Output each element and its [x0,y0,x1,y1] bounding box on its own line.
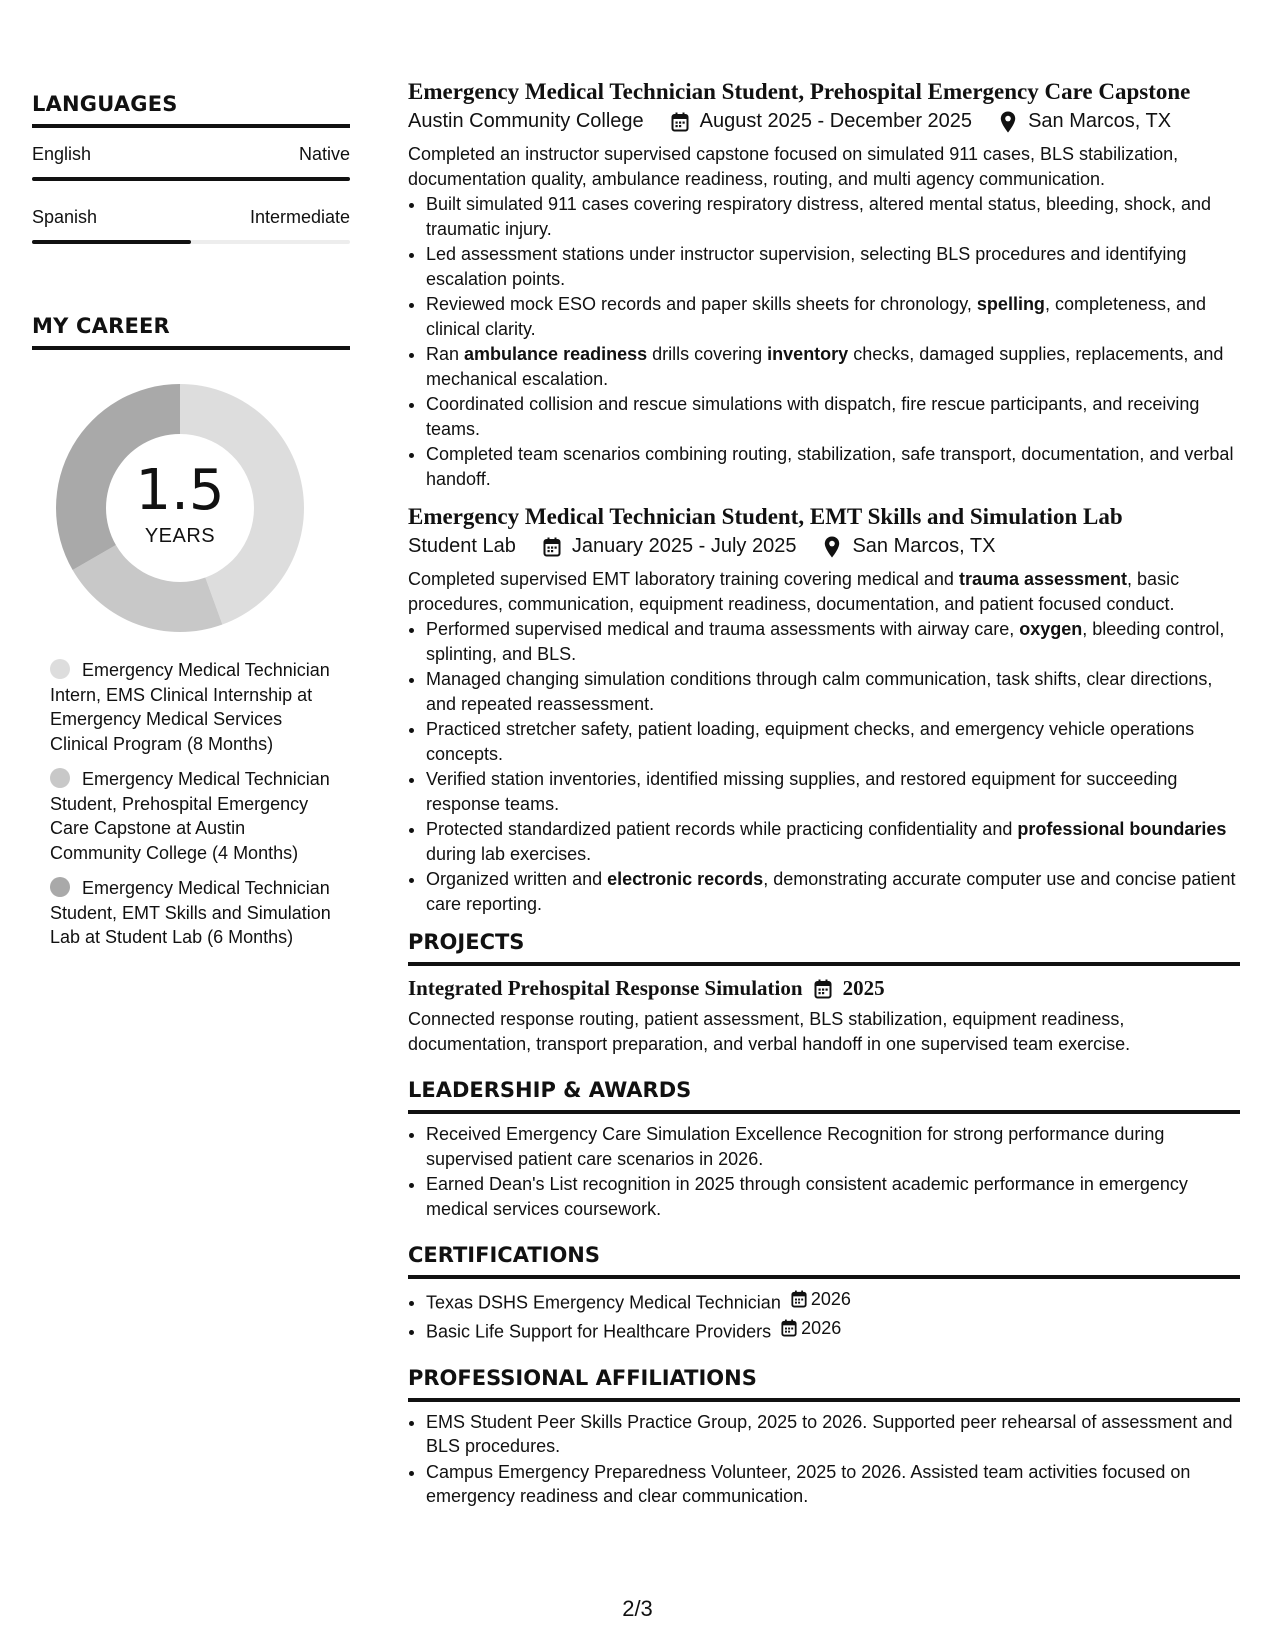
affiliations-list [408,1410,1240,1509]
language-name: English [32,144,92,164]
certification-name: Basic Life Support for Healthcare Providers [426,1321,772,1341]
list-item: • Organized written and electronic records, demonstrating accurate computer use and concise patient care reporting. [426,867,1240,916]
language-name: Spanish [32,207,98,227]
leadership-list [408,1122,1240,1221]
list-item: • Campus Emergency Preparedness Volunteer, 2025 to 2026. Assisted team activities focused on emergency readiness and clear communication. [426,1460,1240,1509]
calendar-icon [670,111,690,133]
legend-label: Emergency Medical Technician Student, EMT Skills and Simulation Lab at Student Lab (6 Months) [50,878,331,947]
job-location: San Marcos, TX [1028,110,1172,132]
job-meta [408,110,1240,133]
location-pin-icon [822,536,842,558]
list-item: • Coordinated collision and rescue simulations with dispatch, fire rescue participants, and receiving teams. [426,392,1240,441]
certification-name: Texas DSHS Emergency Medical Technician [426,1292,781,1313]
list-item: • Ran ambulance readiness drills covering inventory checks, damaged supplies, replacements, and mechanical escalation. [426,342,1240,391]
legend-swatch [50,877,70,897]
certifications-list [408,1287,1240,1344]
list-item [426,1316,1240,1344]
language-proficiency-fill [32,177,350,181]
language-proficiency-bar [32,177,350,181]
legend-swatch [50,659,70,679]
language-proficiency-bar [32,240,350,244]
experience-entry [408,78,1240,491]
job-summary: Completed supervised EMT laboratory training covering medical and trauma assessment, basic procedures, communication, equipment readiness, documentation, and patient focused conduct. [408,569,1180,614]
calendar-icon [781,1319,797,1337]
calendar-icon [542,536,562,558]
page-number: 2/3 [622,1596,653,1621]
project-description: Connected response routing, patient assessment, BLS stabilization, equipment readiness, documentation, transport preparation, and verbal handoff in one supervised team exercise. [408,1009,1131,1054]
list-item: • Earned Dean's List recognition in 2025 through consistent academic performance in emergency medical services coursework. [426,1172,1240,1221]
job-location: San Marcos, TX [852,535,996,557]
list-item: • Performed supervised medical and trauma assessments with airway care, oxygen, bleeding control, splinting, and BLS. [426,617,1240,666]
legend-item [50,658,340,756]
list-item: • Protected standardized patient records while practicing confidentiality and professional boundaries during lab exercises. [426,817,1240,866]
language-level: Intermediate [249,207,350,227]
list-item: • Reviewed mock ESO records and paper skills sheets for chronology, spelling, completeness, and clinical clarity. [426,292,1240,341]
language-proficiency-fill [32,240,191,244]
career-legend [50,658,340,950]
list-item: • EMS Student Peer Skills Practice Group, 2025 to 2026. Supported peer rehearsal of assessment and BLS procedures. [426,1410,1240,1459]
calendar-icon [791,1290,807,1308]
location-pin-icon [998,111,1018,133]
job-title: Emergency Medical Technician Student, EMT Skills and Simulation Lab [408,504,1123,529]
legend-swatch [50,768,70,788]
language-level: Native [298,144,350,164]
legend-item [50,767,340,865]
calendar-icon [813,978,833,1000]
career-donut-chart [56,384,304,632]
list-item: • Received Emergency Care Simulation Excellence Recognition for strong performance during supervised patient care scenarios in 2026. [426,1122,1240,1171]
job-bullets [408,617,1240,916]
list-item [426,1287,1240,1315]
language-item [32,207,350,244]
right-column [408,78,1240,1510]
language-item [32,144,350,181]
list-item: • Practiced stretcher safety, patient loading, equipment checks, and emergency vehicle operations concepts. [426,717,1240,766]
projects-heading: PROJECTS [408,930,1240,966]
job-title: Emergency Medical Technician Student, Prehospital Emergency Care Capstone [408,79,1191,104]
job-summary: Completed an instructor supervised capstone focused on simulated 911 cases, BLS stabilization, documentation quality, ambulance readiness, routing, and multi agency communication. [408,144,1179,189]
project-name: Integrated Prehospital Response Simulation [408,976,803,1000]
certifications-heading: CERTIFICATIONS [408,1243,1240,1279]
job-dates: January 2025 - July 2025 [571,535,797,557]
job-bullets [408,192,1240,491]
list-item: • Led assessment stations under instructor supervision, selecting BLS procedures and identifying escalation points. [426,242,1240,291]
career-heading: MY CAREER [32,314,350,350]
list-item: • Completed team scenarios combining routing, stabilization, safe transport, documentation, and verbal handoff. [426,442,1240,491]
legend-label: Emergency Medical Technician Intern, EMS Clinical Internship at Emergency Medical Services Clinical Program (8 Months) [50,660,330,754]
career-total-value: 1.5 [135,457,225,523]
project-year: 2025 [842,976,885,1000]
project-entry [408,976,1240,1056]
job-organization: Student Lab [408,535,516,557]
job-meta [408,535,1240,558]
experience-entry [408,503,1240,916]
career-total-unit: YEARS [144,524,216,547]
job-dates: August 2025 - December 2025 [699,110,973,132]
left-column [32,92,350,961]
certification-year: 2026 [810,1289,851,1309]
affiliations-heading: PROFESSIONAL AFFILIATIONS [408,1366,1240,1402]
languages-heading: LANGUAGES [32,92,350,128]
list-item: • Managed changing simulation conditions through calm communication, task shifts, clear directions, and repeated reassessment. [426,667,1240,716]
job-organization: Austin Community College [408,110,644,132]
certification-year: 2026 [801,1317,842,1338]
list-item: • Verified station inventories, identified missing supplies, and restored equipment for succeeding response teams. [426,767,1240,816]
list-item: • Built simulated 911 cases covering respiratory distress, altered mental status, bleeding, shock, and traumatic injury. [426,192,1240,241]
legend-item [50,876,340,950]
leadership-heading: LEADERSHIP & AWARDS [408,1078,1240,1114]
legend-label: Emergency Medical Technician Student, Prehospital Emergency Care Capstone at Austin Community College (4 Months) [50,769,330,863]
